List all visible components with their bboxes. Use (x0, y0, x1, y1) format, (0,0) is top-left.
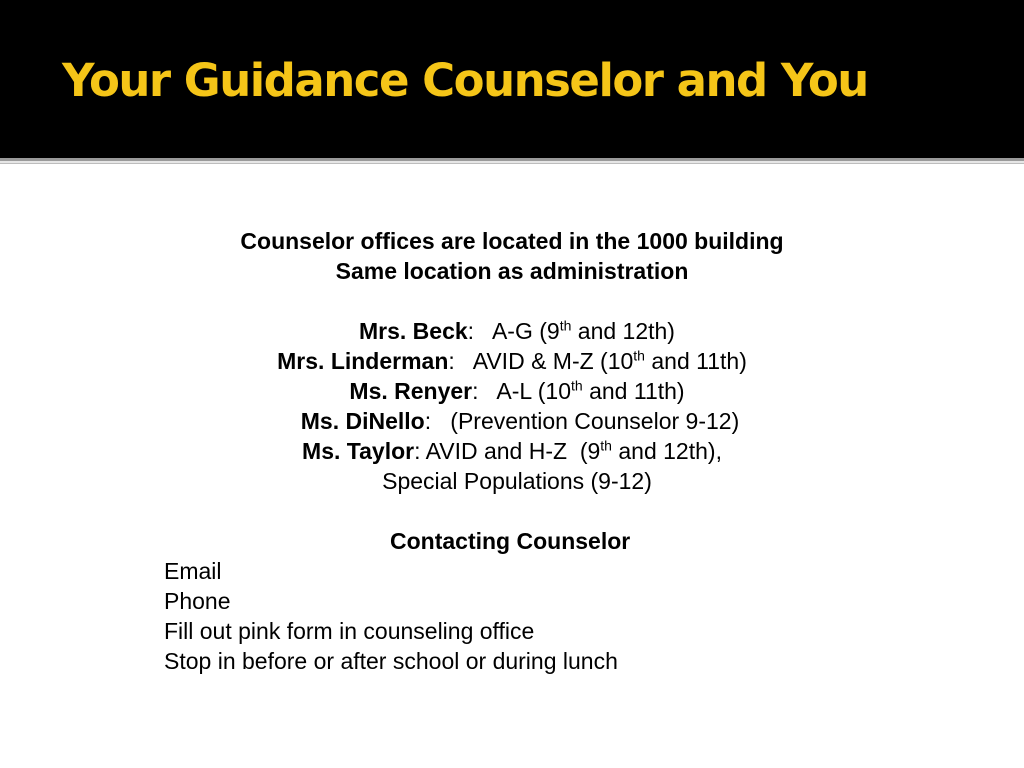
counselor-line (0, 376, 1024, 406)
ordinal-suffix: th (571, 377, 583, 394)
counselor-assignment: AVID & M-Z (10 (454, 348, 634, 374)
ordinal-suffix: th (559, 317, 572, 334)
counselor-separator: : (414, 438, 421, 464)
counselor-name: Ms. Taylor (302, 438, 415, 464)
counselor-info (0, 226, 1024, 526)
ordinal-suffix: th (600, 437, 612, 454)
location-line-2: Same location as administration (335, 258, 689, 284)
contact-methods-list (0, 556, 1024, 676)
counselor-name: Ms. Renyer (349, 378, 473, 404)
counselor-assignment: AVID and H-Z (9 (420, 438, 601, 464)
contact-method-form: Fill out pink form in counseling office (164, 618, 535, 644)
counselor-assignment-end: and 11th) (582, 378, 685, 404)
title-band (0, 0, 1024, 158)
counselor-line (0, 436, 1024, 466)
counselor-assignment-end: and 11th) (644, 348, 747, 374)
counselor-separator: : (467, 318, 475, 344)
counselor-line (0, 406, 1024, 436)
spacer (0, 496, 1024, 526)
counselor-name: Mrs. Linderman (277, 348, 449, 374)
title-divider-shadow (0, 163, 1024, 164)
counselor-separator: : (448, 348, 455, 374)
slide-title: Your Guidance Counselor and You (62, 54, 868, 107)
counselor-assignment: A-L (10 (478, 378, 572, 404)
counselor-name: Ms. DiNello (300, 408, 425, 434)
counselor-line (0, 316, 1024, 346)
location-line-1: Counselor offices are located in the 1000 building (240, 228, 784, 254)
counselor-line (0, 346, 1024, 376)
counselor-separator: : (424, 408, 432, 434)
special-populations: Special Populations (9-12) (382, 468, 652, 494)
counselor-separator: : (472, 378, 479, 404)
counselor-assignment: (Prevention Counselor 9-12) (431, 408, 740, 434)
contact-heading: Contacting Counselor (390, 528, 631, 554)
spacer (0, 286, 1024, 316)
ordinal-suffix: th (633, 347, 645, 364)
counselor-name: Mrs. Beck (359, 318, 468, 344)
contact-method-email: Email (164, 558, 222, 584)
counselor-assignment-end: and 12th), (611, 438, 722, 464)
counselor-assignment-end: and 12th) (571, 318, 675, 344)
slide-body (0, 226, 1024, 676)
contact-method-phone: Phone (164, 588, 231, 614)
counselor-assignment: A-G (9 (474, 318, 560, 344)
contact-method-visit: Stop in before or after school or during lunch (164, 648, 618, 674)
